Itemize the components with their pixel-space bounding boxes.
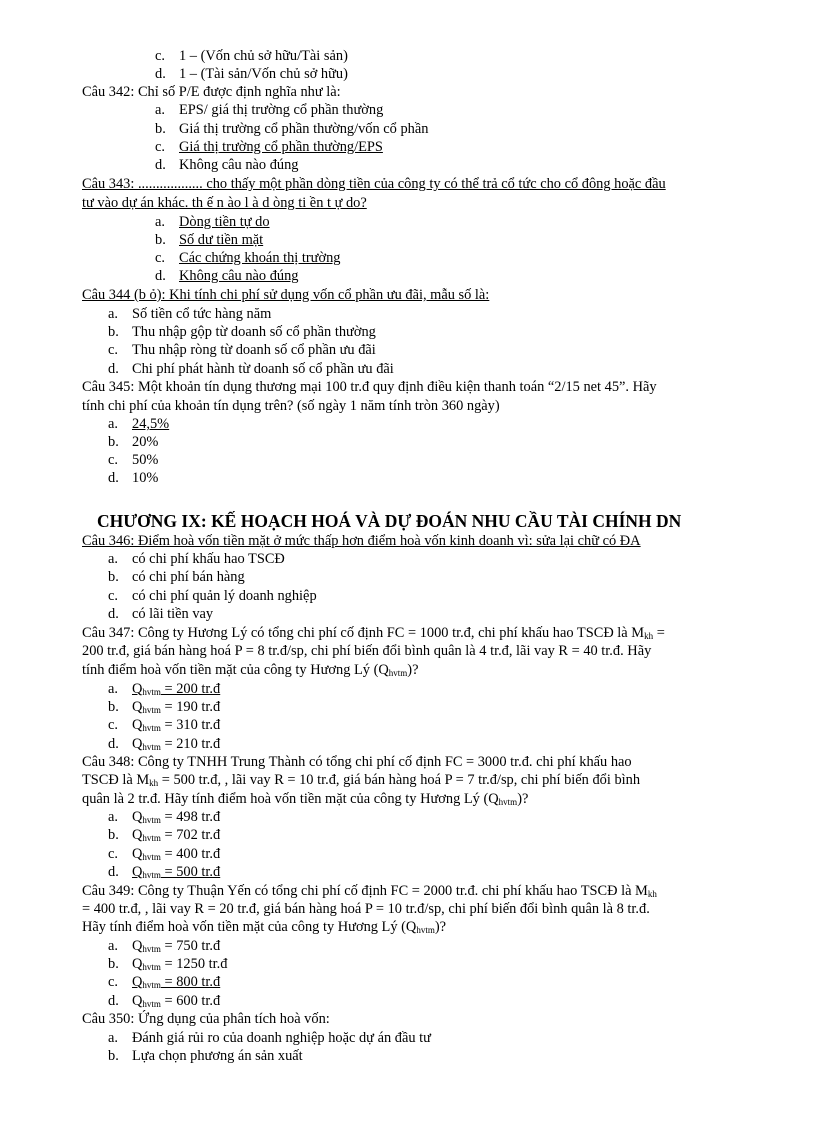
q346-option-d: d. có lãi tiền vay (108, 606, 214, 622)
q342-stem: Câu 342: Chỉ số P/E được định nghĩa như là: (82, 84, 341, 100)
q343-stem-line1: Câu 343: .................. cho thấy một phần dòng tiền của công ty có thể trả cổ tức cho cổ đông hoặc đầu (82, 176, 666, 192)
q344-option-c: c. Thu nhập ròng từ doanh số cổ phần ưu đãi (108, 342, 376, 358)
q347-stem-line1: Câu 347: Công ty Hương Lý có tổng chi phí cố định FC = 1000 tr.đ, chi phí khấu hao TSCĐ là $M_{kh}$ = (82, 625, 665, 641)
correct-answer: $Q_{hvtm} = 500$ tr.đ (132, 864, 221, 880)
q348-stem-line2: TSCĐ là $M_{kh} = 500$ tr.đ, , lãi vay R = 10 tr.đ, giá bán hàng hoá P = 7 tr.đ/sp, chi phí biến đổi bình (82, 772, 641, 788)
q347-option-a: a. $Q_{hvtm} = 200$ tr.đ (108, 681, 221, 697)
q345-option-d: d. 10% (108, 470, 159, 486)
q347-stem-line2: 200 tr.đ, giá bán hàng hoá P = 8 tr.đ/sp, chi phí biến đổi bình quân là 4 tr.đ, lãi vay R = 40 tr.đ. Hãy (82, 643, 652, 659)
q346-option-c: c. có chi phí quản lý doanh nghiệp (108, 588, 317, 604)
q341-option-d: d. 1 – (Tài sản/Vốn chủ sở hữu) (155, 66, 348, 82)
q341-option-c: c. 1 – (Vốn chủ sở hữu/Tài sản) (155, 48, 348, 64)
q342-option-b: b. Giá thị trường cổ phần thường/vốn cổ phần (155, 121, 429, 137)
chapter-title: CHƯƠNG IX: KẾ HOẠCH HOÁ VÀ DỰ ĐOÁN NHU CẦU TÀI CHÍNH DN (97, 511, 682, 531)
q342-option-c: c. Giá thị trường cổ phần thường/EPS (155, 139, 383, 155)
q343-option-d: d. Không câu nào đúng (155, 268, 299, 284)
q349-stem-line2: = 400 tr.đ, , lãi vay R = 20 tr.đ, giá bán hàng hoá P = 10 tr.đ/sp, chi phí biến đổi bình quân là 8 tr.đ. (82, 901, 650, 917)
q346-option-b: b. có chi phí bán hàng (108, 569, 245, 585)
q350-option-b: b. Lựa chọn phương án sản xuất (108, 1048, 303, 1064)
correct-answer: $Q_{hvtm} = 200$ tr.đ (132, 681, 221, 697)
q347-option-c: c. $Q_{hvtm} = 310$ tr.đ (108, 717, 221, 733)
q347-option-d: d. $Q_{hvtm} = 210$ tr.đ (108, 736, 221, 752)
q346-stem: Câu 346: Điểm hoà vốn tiền mặt ở mức thấp hơn điểm hoà vốn kinh doanh vì: sửa lại chữ có ĐA (82, 533, 641, 549)
q348-option-d: d. $Q_{hvtm} = 500$ tr.đ (108, 864, 221, 880)
q342-option-a: a. EPS/ giá thị trường cổ phần thường (155, 102, 384, 118)
q345-stem-line1: Câu 345: Một khoản tín dụng thương mại 100 tr.đ quy định điều kiện thanh toán “2/15 net 45”. Hãy (82, 379, 657, 395)
q349-option-d: d. $Q_{hvtm} = 600$ tr.đ (108, 993, 221, 1009)
q348-option-a: a. $Q_{hvtm} = 498$ tr.đ (108, 809, 221, 825)
q348-option-b: b. $Q_{hvtm} = 702$ tr.đ (108, 827, 221, 843)
q350-option-a: a. Đánh giá rủi ro của doanh nghiệp hoặc dự án đầu tư (108, 1030, 431, 1046)
q343-option-b: b. Số dư tiền mặt (155, 232, 264, 248)
q343-option-c: c. Các chứng khoán thị trường (155, 250, 341, 266)
q343-stem-line2: tư vào dự án khác. th ế n ào l à d òng ti ền t ự do? (82, 195, 367, 211)
correct-answer: $Q_{hvtm} = 800$ tr.đ (132, 974, 221, 990)
q345-option-a: a. 24,5% (108, 416, 170, 432)
q349-stem-line1: Câu 349: Công ty Thuận Yến có tổng chi phí cố định FC = 2000 tr.đ. chi phí khấu hao TSCĐ là $M_{kh}$ (82, 883, 657, 899)
q347-option-b: b. $Q_{hvtm} = 190$ tr.đ (108, 699, 221, 715)
q346-option-a: a. có chi phí khấu hao TSCĐ (108, 551, 285, 567)
q349-option-a: a. $Q_{hvtm} = 750$ tr.đ (108, 938, 221, 954)
correct-answer: 24,5% (132, 416, 170, 432)
q344-stem: Câu 344 (b ỏ): Khi tính chi phí sử dụng vốn cổ phần ưu đãi, mẫu số là: (82, 287, 490, 303)
q345-option-c: c. 50% (108, 452, 159, 468)
q345-option-b: b. 20% (108, 434, 159, 450)
q349-option-b: b. $Q_{hvtm} = 1250$ tr.đ (108, 956, 228, 972)
q348-option-c: c. $Q_{hvtm} = 400$ tr.đ (108, 846, 221, 862)
q344-option-d: d. Chi phí phát hành từ doanh số cổ phần ưu đãi (108, 361, 394, 377)
q342-option-d: d. Không câu nào đúng (155, 157, 299, 173)
q349-option-c: c. $Q_{hvtm} = 800$ tr.đ (108, 974, 221, 990)
q343-option-a: a. Dòng tiền tự do (155, 214, 270, 230)
q344-option-a: a. Số tiền cổ tức hàng năm (108, 306, 272, 322)
q344-option-b: b. Thu nhập gộp từ doanh số cổ phần thường (108, 324, 376, 340)
q349-stem-line3: Hãy tính điểm hoà vốn tiền mặt của công ty Hương Lý $(Q_{hvtm})$? (82, 919, 447, 935)
q348-stem-line1: Câu 348: Công ty TNHH Trung Thành có tổng chi phí cố định FC = 3000 tr.đ. chi phí khấu hao (82, 754, 632, 770)
q345-stem-line2: tính chi phí của khoản tín dụng trên? (số ngày 1 năm tính tròn 360 ngày) (82, 398, 500, 414)
q347-stem-line3: tính điểm hoà vốn tiền mặt của công ty Hương Lý $(Q_{hvtm})$? (82, 662, 419, 678)
q348-stem-line3: quân là 2 tr.đ. Hãy tính điểm hoà vốn tiền mặt của công ty Hương Lý $(Q_{hvtm})$? (82, 791, 529, 807)
q350-stem: Câu 350: Ứng dụng của phân tích hoà vốn: (82, 1011, 330, 1027)
correct-answer: Giá thị trường cổ phần thường/EPS (179, 139, 383, 155)
